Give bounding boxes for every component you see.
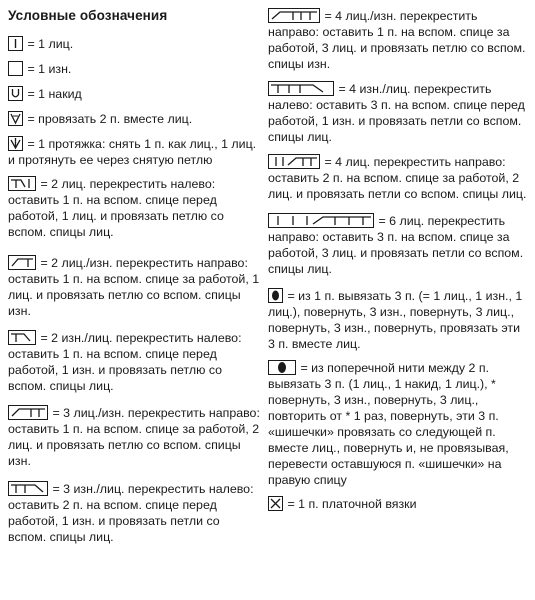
- cross-4-left-purl-knit-icon: [268, 81, 334, 96]
- legend-entry: = 1 накид: [8, 86, 260, 102]
- bobble-small-icon: [268, 288, 283, 303]
- cross-4-right-knit-icon: [268, 154, 320, 169]
- bobble-large-icon: [268, 360, 296, 375]
- legend-entry: = из поперечной нити между 2 п. вывязать 3 п. (1 лиц., 1 накид, 1 лиц.), * повернуть, 3 изн., повернуть, 3 лиц., повторить от * 1 раз, повернуть, эти 3 п. «шишечки» провязать со следующей п. вместе лиц., повернуть и, не провязывая, перевести оставшуюся п. «шишечки» на правую спицу: [268, 361, 509, 487]
- legend-entry: = 2 лиц. перекрестить налево: оставить 1 п. на вспом. спице перед работой, 1 лиц. и провязать петлю со вспом. спицы лиц.: [8, 177, 224, 239]
- knit-two-together-icon: [8, 111, 23, 126]
- legend-entry: = 6 лиц. перекрестить направо: оставить 3 п. на вспом. спице за работой, 3 лиц. и провязать петли со вспом. спицы лиц.: [268, 214, 524, 276]
- legend-entry: = 4 лиц./изн. перекрестить направо: оставить 1 п. на вспом. спице за работой, 3 лиц. и провязать петлю со вспом. спицы изн.: [268, 9, 526, 71]
- cross-2-right-knit-purl-icon: [8, 255, 36, 270]
- legend-entry: = 3 изн./лиц. перекрестить налево: оставить 2 п. на вспом. спице перед работой, 1 изн. и провязать петли со вспом. спицы лиц.: [8, 482, 254, 544]
- slip-pass-over-icon: [8, 136, 23, 151]
- legend-entry: = 3 лиц./изн. перекрестить направо: оставить 1 п. на вспом. спице за работой, 2 лиц. и провязать петлю со вспом. спицы изн.: [8, 406, 260, 468]
- legend-right-column: [268, 8, 530, 520]
- legend-entry: = 1 п. платочной вязки: [268, 496, 530, 512]
- legend-entry: = провязать 2 п. вместе лиц.: [8, 111, 260, 127]
- cross-6-right-knit-icon: [268, 213, 374, 228]
- yarn-over-icon: [8, 86, 23, 101]
- cross-2-left-knit-icon: [8, 176, 36, 191]
- legend-heading: Условные обозначения: [8, 8, 168, 23]
- legend-entry: = 4 лиц. перекрестить направо: оставить 2 п. на вспом. спице за работой, 2 лиц. и провязать петли со вспом. спицы лиц.: [268, 155, 527, 201]
- cross-3-left-purl-knit-icon: [8, 481, 48, 496]
- knit-stitch-icon: [8, 36, 23, 51]
- legend-entry: = 1 протяжка: снять 1 п. как лиц., 1 лиц. и протянуть ее через снятую петлю: [8, 137, 257, 167]
- legend-entry: = 2 лиц./изн. перекрестить направо: оставить 1 п. на вспом. спице за работой, 1 лиц. и провязать петлю со вспом. спицы изн.: [8, 256, 260, 318]
- legend-entry: = 2 изн./лиц. перекрестить налево: оставить 1 п. на вспом. спице перед работой, 1 изн. и провязать петлю со вспом. спицы лиц.: [8, 331, 242, 393]
- cross-2-left-purl-knit-icon: [8, 330, 36, 345]
- legend-entry: = 4 изн./лиц. перекрестить налево: оставить 3 п. на вспом. спице перед работой, 1 изн. и провязать петли со вспом. спицы лиц.: [268, 82, 525, 144]
- legend-left-column: [8, 0, 260, 553]
- cross-3-right-knit-purl-icon: [8, 405, 48, 420]
- purl-stitch-icon: [8, 61, 23, 76]
- cross-4-right-knit-purl-icon: [268, 8, 320, 23]
- legend-entry: = 1 лиц.: [8, 36, 260, 52]
- legend-entry: = 1 изн.: [8, 61, 260, 77]
- legend-entry: = из 1 п. вывязать 3 п. (= 1 лиц., 1 изн., 1 лиц.), повернуть, 3 изн., повернуть, 3 лиц., повернуть, 3 изн., повернуть, провязать эти 3 п. вместе лиц.: [268, 289, 523, 351]
- garter-stitch-icon: [268, 496, 283, 511]
